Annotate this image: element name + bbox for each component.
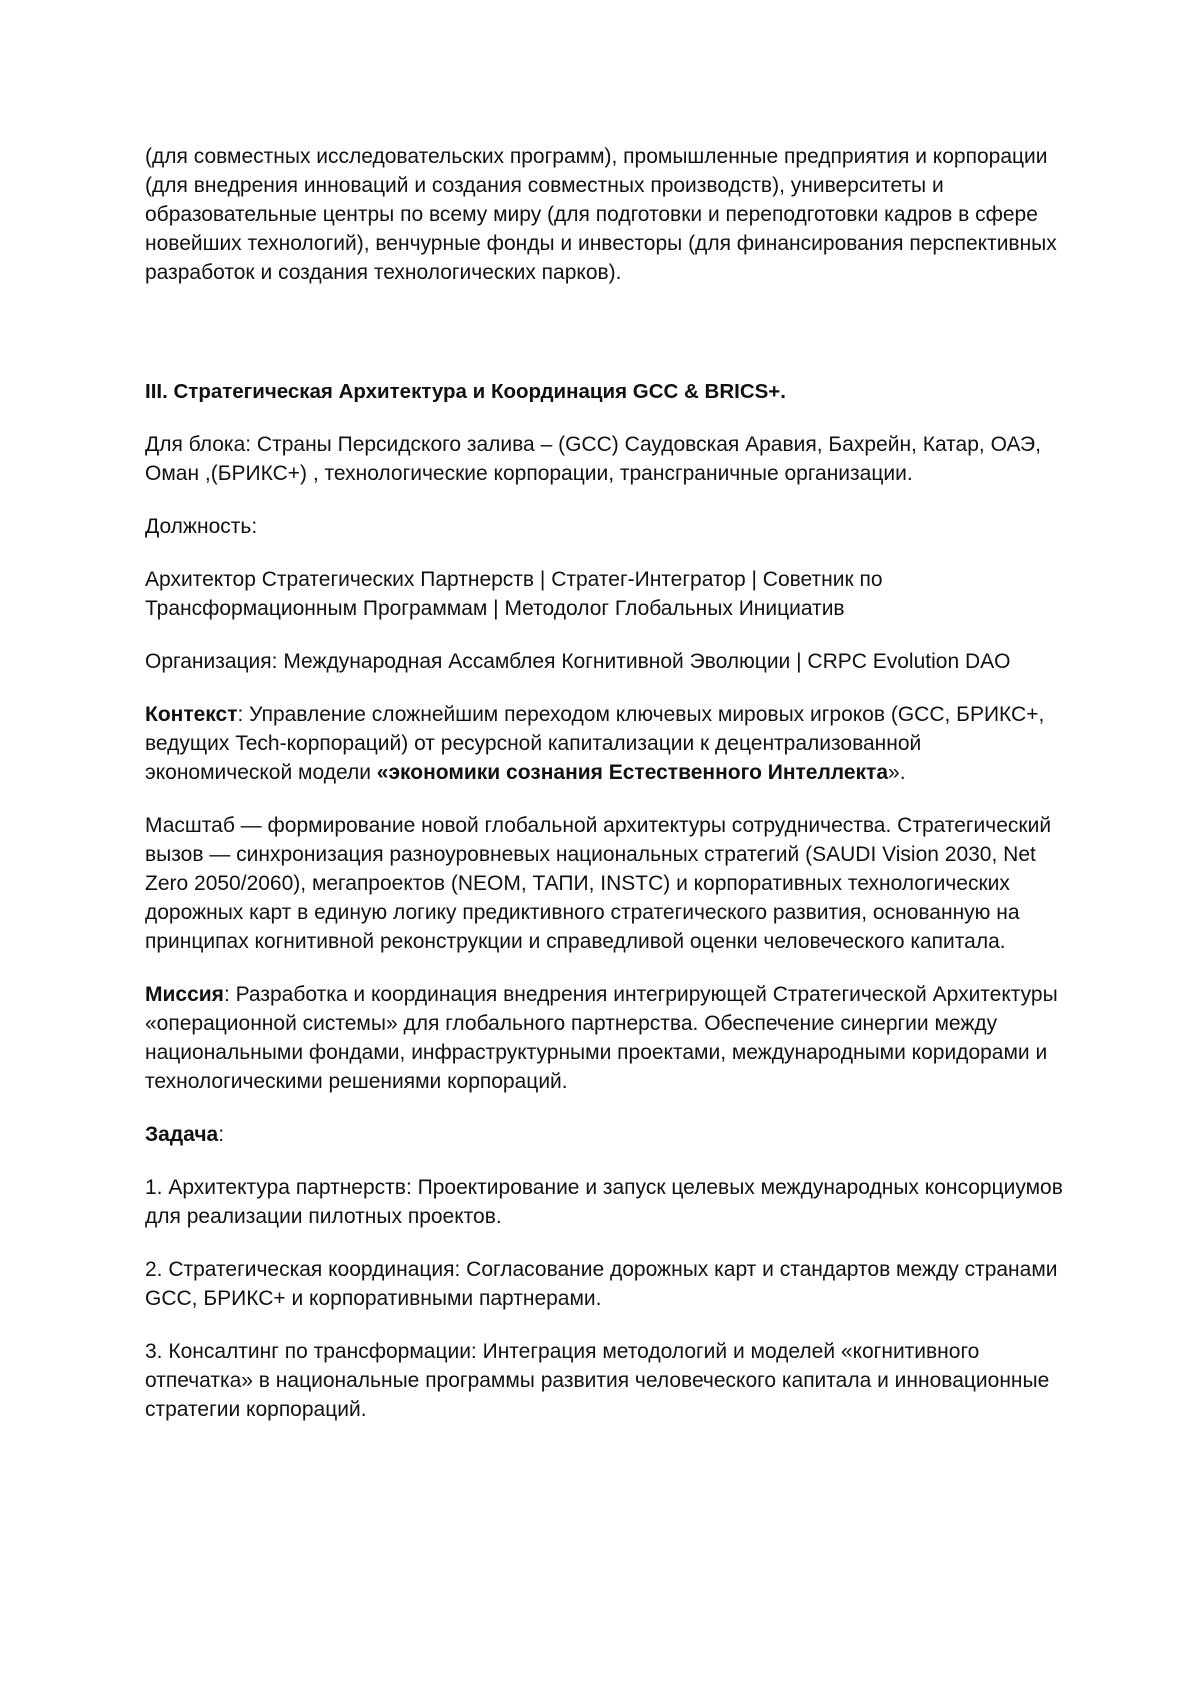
mission-paragraph <box>145 980 1065 1096</box>
document-body <box>145 142 1065 1448</box>
task-item-3: 3. Консалтинг по трансформации: Интеграция методологий и моделей «когнитивного отпечатка» в национальные программы развития человеческого капитала и инновационные стратегии корпораций. <box>145 1340 1050 1421</box>
context-text: : Управление сложнейшим переходом ключевых мировых игроков (GCC, БРИКС+, ведущих Tech-корпораций) от ресурсной капитализации к децентрализованной экономической модели <box>145 703 1045 784</box>
task-colon: : <box>218 1123 225 1146</box>
context-bold-phrase: «экономики сознания Естественного Интеллекта <box>376 761 889 784</box>
scale-paragraph: Масштаб — формирование новой глобальной архитектуры сотрудничества. Стратегический вызов — синхронизация разноуровневых национальных стратегий (SAUDI Vision 2030, Net Zero 2050/2060), мегапроектов (NEOM, ТАПИ, INSTC) и корпоративных технологических дорожных карт в единую логику предиктивного стратегического развития, основанную на принципах когнитивной реконструкции и справедливой оценки человеческого капитала. <box>145 814 1052 953</box>
block-paragraph: Для блока: Страны Персидского залива – (GCC) Саудовская Аравия, Бахрейн, Катар, ОАЭ, Оман ,(БРИКС+) , технологические корпорации, трансграничные организации. <box>145 433 1041 485</box>
intro-paragraph: (для совместных исследовательских программ), промышленные предприятия и корпорации (для внедрения инноваций и создания совместных производств), университеты и образовательные центры по всему миру (для подготовки и переподготовки кадров в сфере новейших технологий), венчурные фонды и инвесторы (для финансирования перспективных разработок и создания технологических парков). <box>145 145 1057 284</box>
mission-label: Миссия <box>145 983 224 1006</box>
context-paragraph <box>145 700 1065 787</box>
mission-text: : Разработка и координация внедрения интегрирующей Стратегической Архитектуры «операционной системы» для глобального партнерства. Обеспечение синергии между национальными фондами, инфраструктурными проектами, международными коридорами и технологическими решениями корпораций. <box>145 983 1058 1093</box>
position-value: Архитектор Стратегических Партнерств | Стратег-Интегратор | Советник по Трансформационным Программам | Методолог Глобальных Инициатив <box>145 568 883 620</box>
task-item-1: 1. Архитектура партнерств: Проектирование и запуск целевых международных консорциумов для реализации пилотных проектов. <box>145 1176 1063 1228</box>
position-label: Должность: <box>145 515 258 538</box>
context-tail: ». <box>888 761 906 784</box>
context-label: Контекст <box>145 703 238 726</box>
task-item-2: 2. Стратегическая координация: Согласование дорожных карт и стандартов между странами GCC, БРИКС+ и корпоративными партнерами. <box>145 1258 1058 1310</box>
task-heading <box>145 1120 1065 1149</box>
organization-paragraph: Организация: Международная Ассамблея Когнитивной Эволюции | CRPC Evolution DAO <box>145 650 1011 673</box>
section-heading: III. Стратегическая Архитектура и Координация GCC & BRICS+. <box>145 380 786 403</box>
task-label: Задача <box>145 1123 219 1146</box>
